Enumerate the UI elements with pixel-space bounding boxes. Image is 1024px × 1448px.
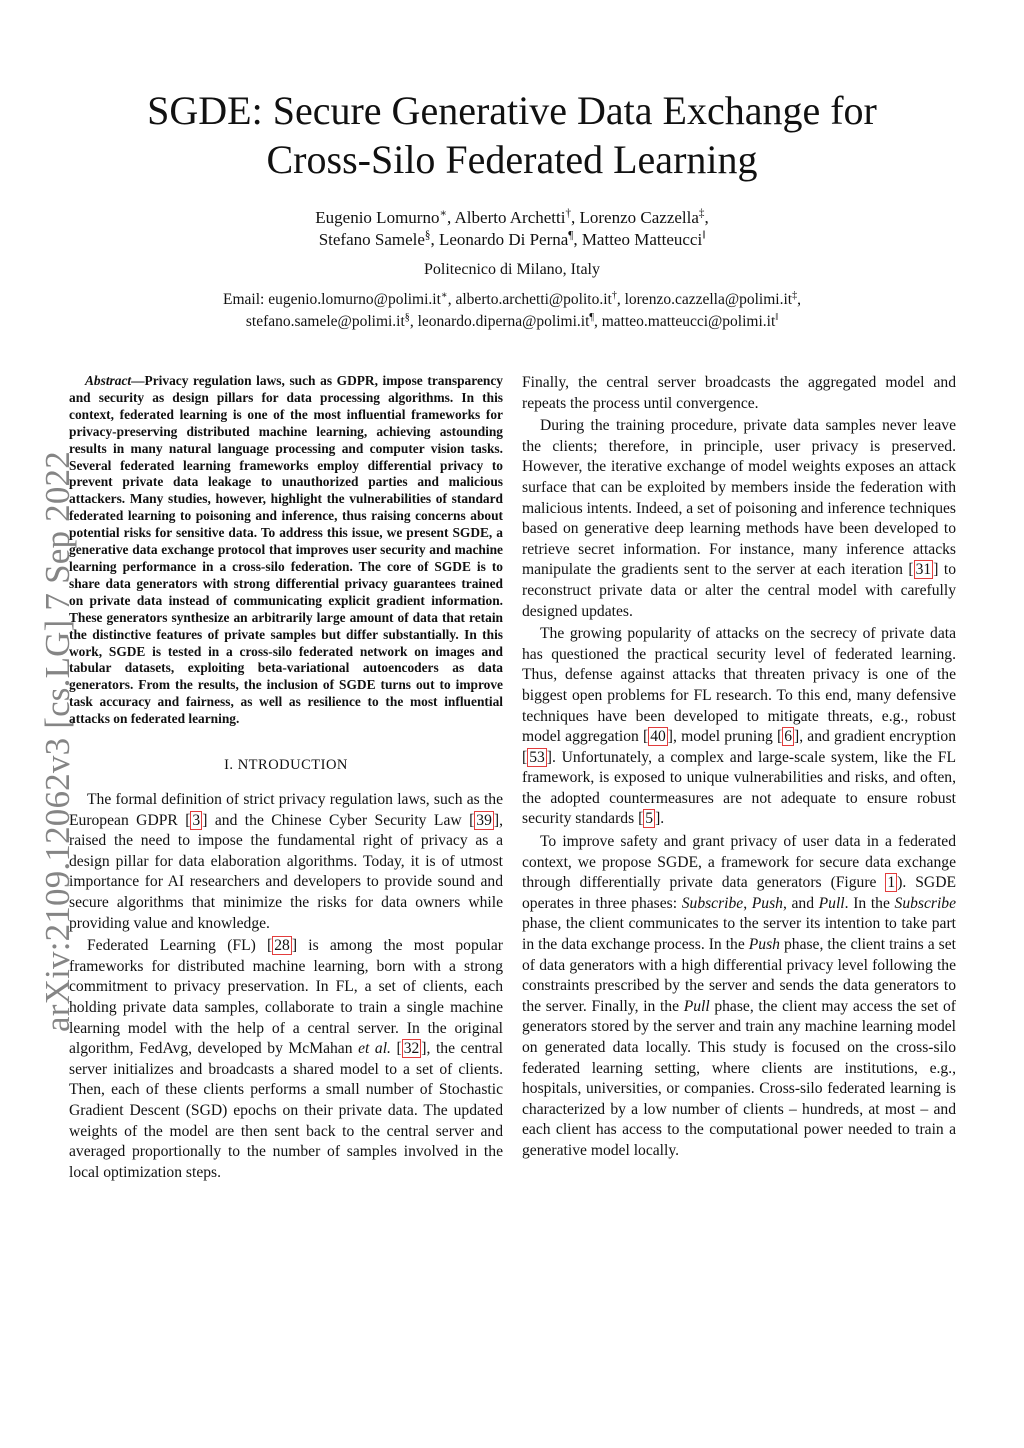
author-mark: ‖ [702, 229, 706, 242]
author-name: Stefano Samele [318, 230, 425, 249]
figure-link[interactable]: 1 [887, 874, 896, 892]
intro-paragraph-6 [522, 832, 956, 1162]
author-name: Lorenzo Cazzella [579, 208, 699, 227]
author-mark: § [424, 229, 431, 242]
email-mark: † [611, 289, 617, 301]
text-run: Federated Learning (FL) [87, 937, 268, 955]
text-run: ). SGDE operates in three phases: [522, 874, 956, 912]
email-link[interactable]: eugenio.lomurno@polimi.it [268, 291, 441, 308]
text-run: The formal definition of strict privacy regulation laws, such as the European GDPR [69, 791, 503, 829]
text-run: To improve safety and grant privacy of user data in a federated context, we propose SGDE, a framework for secure data exchange through differentially private data generators (Figure [522, 833, 956, 892]
intro-paragraph-2: Federated Learning (FL) [ 28 ] is among the most popular frameworks for distributed machine learning, born with a strong commitment to privacy preservation. In FL, a set of clients, each holding private data samples, collaborate to train a single machine learning model with the help of a central server. In the original algorithm, FedAvg, developed by McMahan et al. [ 32 ], the central server initializes and broadcasts a shared model to a set of clients. Then, each of these clients performs a small number of Stochastic Gradient Descent (SGD) epochs on their private data. The updated weights of the model are then sent back to the central server and averaged proportionally to the number of samples involved in the local optimization steps. [69, 937, 503, 1181]
intro-paragraph-5: The growing popularity of attacks on the secrecy of private data has questioned the practical security level of federated learning. Thus, defense against attacks that threaten privacy is one of the biggest open problems for FL research. To this end, many defensive techniques have been developed to mitigate threats, e.g., robust model aggregation [ 40 ], model pruning [ 6 ], and gradient encryption [ 53 ]. Unfortunately, a complex and large-scale system, like the FL framework, is exposed to unique vulnerabilities and risks, and often, the adopted countermeasures are not adequate to ensure robust security standards [ 5 ]. [522, 625, 956, 828]
email-mark: ‖ [775, 311, 779, 323]
text-run: The growing popularity of attacks on the secrecy of private data has questioned the practical security level of federated learning. Thus, defense against attacks that threaten privacy is one of the biggest open problems for FL research. To this end, many defensive techniques have been developed to mitigate threats, e.g., robust model aggregation [522, 625, 956, 746]
email-label: Email: [223, 291, 265, 308]
abstract-text: —Privacy regulation laws, such as GDPR, impose transparency and security as design pillars for data processing algorithms. In this context, federated learning is one of the most influential frameworks for privacy-preserving distributed machine learning, achieving astounding results in many natural language processing and computer vision tasks. Several federated learning frameworks employ differential privacy to prevent private data leakage to unauthorized parties and malicious attackers. Many studies, however, highlight the vulnerabilities of standard federated learning to poisoning and inference, thus raising concerns about potential risks for sensitive data. To address this issue, we present SGDE, a generative data exchange protocol that improves user security and machine learning performance in a cross-silo federation. The core of SGDE is to share data generators with strong differential privacy guarantees trained on private data instead of communicating explicit gradient information. These generators synthesize an arbitrarily large amount of data that retain the distinctive features of private samples but differ substantially. In this work, SGDE is tested in a cross-silo federated network on images and tabular datasets, exploiting beta-variational autoencoders as data generators. From the results, the inclusion of SGDE turns out to improve task accuracy and fairness, as well as resilience to the most influential attacks on federated learning. [69, 373, 503, 727]
email-mark: ¶ [589, 311, 594, 323]
author-list: Eugenio Lomurno∗, Alberto Archetti†, Lorenzo Cazzella‡, Stefano Samele§, Leonardo Di Perna¶, Matteo Matteucci‖ [315, 207, 709, 249]
text-run: Subscribe [681, 894, 744, 912]
citation-link[interactable]: 39 [476, 811, 492, 829]
title-line-1: SGDE: Secure Generative Data Exchange for [147, 88, 877, 133]
email-list: Email: eugenio.lomurno@polimi.it∗, alberto.archetti@polito.it†, lorenzo.cazzella@polimi.it‡, stefano.samele@polimi.it§, leonardo.diperna@polimi.it¶, matteo.matteucci@polimi.it‖ [223, 289, 801, 330]
title-line-2: Cross-Silo Federated Learning [266, 137, 758, 182]
text-run: , and [782, 894, 819, 912]
text-run: et al. [358, 1040, 391, 1058]
text-run: During the training procedure, private data samples never leave the clients; therefore, in principle, user privacy is preserved. However, the iterative exchange of model weights exposes an attack surface that can be exploited by members inside the federation with malicious intents. Indeed, a set of poisoning and inference techniques based on generative deep learning methods have been developed to retrieve secret information. For instance, many inference attacks manipulate the gradients sent to the server at each iteration [522, 417, 956, 579]
email-link[interactable]: lorenzo.cazzella@polimi.it [624, 291, 793, 308]
text-run [391, 1040, 397, 1057]
citation-link[interactable]: 5 [645, 810, 654, 828]
abstract-label: Abstract [85, 373, 132, 388]
intro-paragraph-4: During the training procedure, private data samples never leave the clients; therefore, in principle, user privacy is preserved. However, the iterative exchange of model weights exposes an attack surface that can be exploited by members inside the federation with malicious intents. Indeed, a set of poisoning and inference techniques based on generative deep learning methods have been developed to retrieve secret information. For instance, many inference attacks manipulate the gradients sent to the server at each iteration [ 31 ] to reconstruct private data or alter the central model with carefully designed updates. [522, 417, 956, 620]
text-run: , and gradient encryption [799, 728, 956, 746]
email-link[interactable]: alberto.archetti@polito.it [455, 291, 612, 308]
email-mark: § [404, 311, 410, 323]
right-column [522, 373, 956, 1164]
text-run: . Unfortunately, a complex and large-scale system, like the FL framework, is exposed to unique vulnerabilities and risks, and often, the adopted countermeasures are not adequate to ensure robust security standards [522, 748, 956, 828]
text-run: Push [751, 894, 783, 912]
author-mark: ¶ [568, 229, 574, 242]
arxiv-stamp[interactable]: arXiv:2109.12062v3 [cs.LG] 7 Sep 2022 [38, 451, 77, 1032]
text-run: Subscribe [894, 894, 957, 912]
text-run: is among the most popular frameworks for distributed machine learning, born with a strong commitment to privacy preservation. In FL, a set of clients, each holding private data samples, collaborate to train a single machine learning model with the help of a central server. In the original algorithm, FedAvg, developed by McMahan [69, 937, 503, 1058]
affiliation: Politecnico di Milano, Italy [424, 261, 600, 278]
intro-paragraph-1: The formal definition of strict privacy regulation laws, such as the European GDPR [ 3 ] and the Chinese Cyber Security Law [ 39 ], raised the need to impose the fundamental right of privacy as a design pillar for data elaboration algorithms. Today, it is of utmost importance for AI researchers and developers to provide sound and secure algorithms that minimize the risks for data owners while providing value and knowledge. [69, 791, 503, 932]
text-run: , [743, 894, 752, 912]
text-run: . [660, 810, 665, 828]
author-mark: ‡ [698, 207, 705, 220]
paper-title [80, 86, 944, 184]
left-column [69, 373, 503, 1185]
author-mark: ∗ [439, 207, 447, 220]
author-name: Alberto Archetti [454, 208, 566, 227]
author-name: Leonardo Di Perna [438, 230, 569, 249]
email-link[interactable]: stefano.samele@polimi.it [245, 313, 405, 330]
citation-link[interactable]: 53 [529, 748, 545, 766]
email-mark: ∗ [440, 289, 448, 301]
section-number: I. [224, 757, 238, 774]
text-run: , model pruning [673, 728, 777, 746]
citation-link[interactable]: 6 [784, 728, 792, 746]
intro-paragraph-3: Finally, the central server broadcasts the aggregated model and repeats the process until convergence. [522, 374, 956, 412]
text-run: . In the [844, 894, 895, 912]
text-run: Push [748, 936, 780, 954]
text-run: and the Chinese Cyber Security Law [207, 811, 470, 829]
author-mark: † [565, 207, 572, 220]
email-mark: ‡ [792, 289, 798, 301]
citation-link[interactable]: 31 [915, 561, 932, 579]
text-run: to reconstruct private data or alter the central model with carefully designed updates. [522, 561, 956, 620]
author-name: Eugenio Lomurno [315, 208, 440, 227]
citation-link[interactable]: 3 [192, 811, 201, 829]
author-name: Matteo Matteucci [581, 230, 703, 249]
section-title: NTRODUCTION [237, 757, 348, 774]
text-run: , the central server initializes and broadcasts a shared model to a set of clients. Then, each of these clients performs a small number of Stochastic Gradient Descent (SGD) epochs on their private data. The updated weights of the model are then sent back to the central server and averaged proportionally to the number of samples involved in the local optimization steps. [69, 1040, 503, 1181]
section-heading-introduction [69, 757, 503, 774]
text-run: phase, the client trains a set of data generators with a high differential privacy level following the constraints prescribed by the server and sends the data generators to the server. Finally, in the [522, 936, 956, 1015]
abstract [69, 373, 503, 728]
citation-link[interactable]: 28 [274, 937, 290, 955]
text-run: , raised the need to impose the fundamental right of privacy as a design pillar for data elaboration algorithms. Today, it is of utmost importance for AI researchers and developers to provide sound and secure algorithms that minimize the risks for data owners while providing value and knowledge. [69, 811, 503, 932]
text-run: Pull [818, 894, 845, 912]
text-run: Pull [683, 997, 710, 1015]
email-link[interactable]: matteo.matteucci@polimi.it [601, 313, 776, 330]
email-link[interactable]: leonardo.diperna@polimi.it [417, 313, 590, 330]
text-run: phase, the client may access the set of generators stored by the server and train any machine learning model on generated data locally. This study is focused on the cross-silo federated learning setting, where clients are institutions, e.g., hospitals, universities, or companies. Cross-silo federated learning is characterized by a low number of clients – hundreds, at most – and each client has access to the computational power needed to train a generative model locally. [522, 997, 956, 1159]
text-run: phase, the client communicates to the server its intention to take part in the data exchange process. In the [522, 915, 956, 954]
citation-link[interactable]: 40 [650, 728, 666, 746]
citation-link[interactable]: 32 [403, 1040, 420, 1058]
